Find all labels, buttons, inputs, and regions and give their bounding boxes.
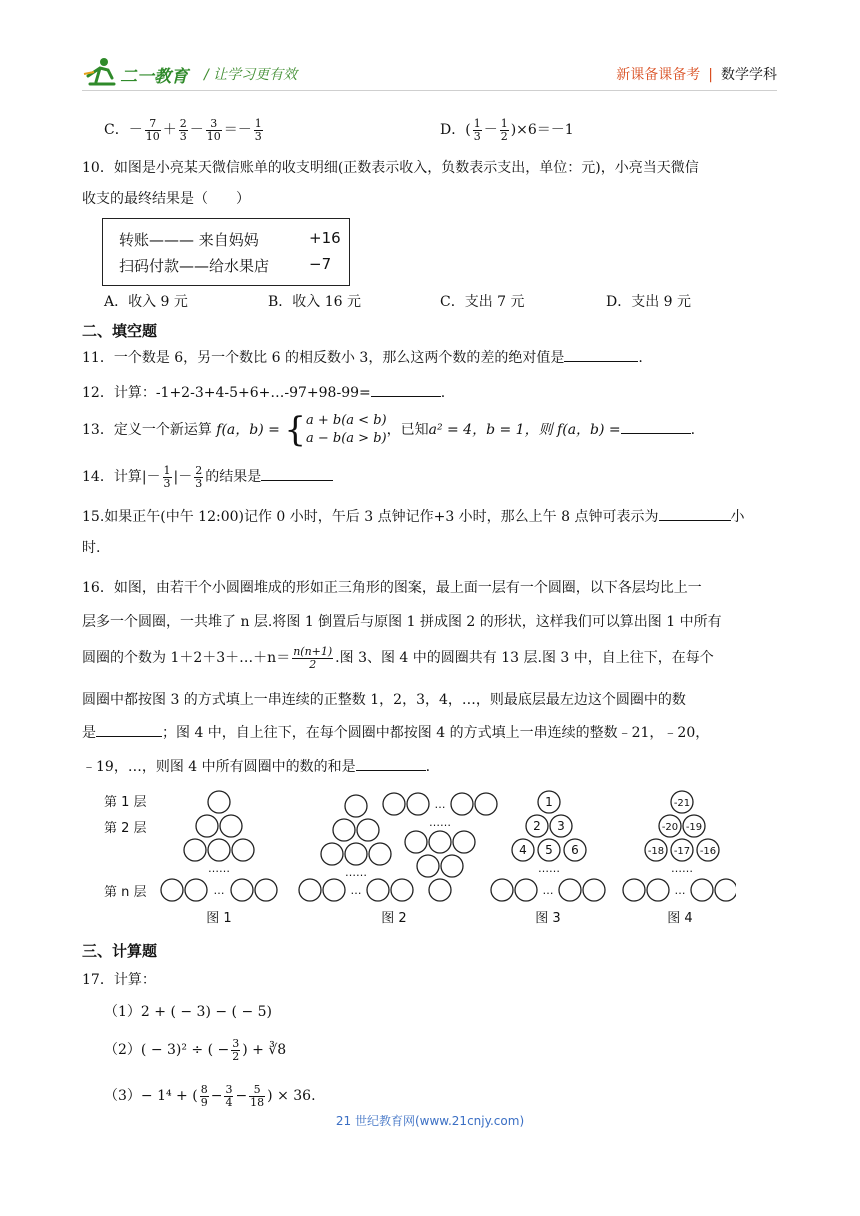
brace-icon: {	[284, 410, 306, 450]
fig3-number: 6	[571, 843, 579, 857]
layer-n-label: 第 n 层	[104, 885, 147, 900]
answer-blank[interactable]	[356, 756, 426, 771]
bill-row-payment: 扫码付款——给水果店 −7	[119, 255, 332, 275]
circle	[255, 879, 277, 901]
fig4-number: -21	[673, 798, 691, 809]
circle	[196, 815, 218, 837]
row-dots: ……	[429, 816, 451, 829]
figure-caption-4: 图 4	[667, 911, 693, 926]
fig4-number: -17	[673, 846, 691, 857]
logo-text: 二一教育	[120, 67, 188, 87]
circle	[369, 843, 391, 865]
section-calculation-heading: 三、计算题	[82, 942, 158, 960]
fig4-number: -20	[661, 822, 679, 833]
fraction: $\frac{2}{3}$	[179, 116, 187, 143]
header-right	[616, 64, 777, 84]
circle	[321, 843, 343, 865]
circle	[417, 855, 439, 877]
answer-blank[interactable]	[564, 347, 638, 362]
circle	[623, 879, 645, 901]
q17-part1: （1）2 + ( − 3) − ( − 5)	[104, 1004, 272, 1020]
circle	[405, 831, 427, 853]
figure-caption-1: 图 1	[206, 911, 232, 926]
circle	[220, 815, 242, 837]
header-course: 新课备课备考	[616, 67, 701, 83]
row-dots: ……	[671, 862, 693, 875]
circle	[647, 879, 669, 901]
q15-line2: 时.	[82, 540, 101, 556]
circle	[441, 855, 463, 877]
circle	[161, 879, 183, 901]
fraction: $\frac{3}{10}$	[206, 116, 221, 143]
wechat-bill-box	[102, 218, 350, 286]
q16-line1: 16．如图，由若干个小圆圈堆成的形如正三角形的图案，最上面一层有一个圆圈，以下各层均比上一	[82, 580, 702, 596]
figure-caption-2: 图 2	[381, 911, 407, 926]
circle	[491, 879, 513, 901]
answer-blank[interactable]	[261, 466, 333, 481]
answer-blank[interactable]	[621, 419, 691, 434]
answer-blank[interactable]	[96, 722, 162, 737]
circle	[208, 791, 230, 813]
layer-2-label: 第 2 层	[104, 821, 147, 836]
fraction: $\frac{1}{3}$	[473, 116, 481, 143]
circle	[559, 879, 581, 901]
circle-stack-figure	[96, 786, 736, 930]
q9-option-d: D．( $\frac{1}{3}$ － $\frac{1}{2}$ )×6＝－1	[440, 116, 574, 143]
figure-caption-3: 图 3	[535, 911, 561, 926]
q10-option-b: B．收入 16 元	[268, 294, 362, 310]
row-dots: …	[434, 798, 446, 811]
circle	[583, 879, 605, 901]
answer-blank[interactable]	[659, 506, 731, 521]
circle	[383, 793, 405, 815]
row-dots: ……	[538, 862, 560, 875]
fraction: $\frac{1}{3}$	[254, 116, 262, 143]
fraction: $\frac{1}{3}$	[163, 463, 171, 490]
fraction: $\frac{8}{9}$	[200, 1082, 208, 1109]
row-dots: …	[542, 884, 554, 897]
row-dots: …	[674, 884, 686, 897]
q16-line4: 圆圈中都按图 3 的方式填上一串连续的正整数 1，2，3，4，…，则最底层最左边这个圆圈中的数	[82, 692, 686, 708]
layer-1-label: 第 1 层	[104, 795, 147, 810]
circle	[407, 793, 429, 815]
fig4-number: -16	[699, 846, 717, 857]
circle	[231, 879, 253, 901]
circle	[333, 819, 355, 841]
fraction: $\frac{3}{2}$	[232, 1036, 240, 1063]
header-divider	[82, 90, 777, 91]
q15-line1: 15.如果正午(中午 12:00)记作 0 小时，午后 3 点钟记作+3 小时，那么上午 8 点钟可表示为 小	[82, 506, 745, 527]
logo-runner-icon	[82, 56, 122, 88]
q16-line5: 是 ；图 4 中，自上往下，在每个圆圈中都按图 4 的方式填上一串连续的整数﹣21，﹣20，	[82, 722, 709, 743]
q16-line3: 圆圈的个数为 1＋2＋3＋…＋n＝ $\frac{n(n+1)}{2}$ .图 3、图 4 中的圆圈共有 13 层.图 3 中，自上往下，在每个	[82, 644, 714, 671]
q12: 12．计算：-1+2-3+4-5+6+…-97+98-99= .	[82, 382, 445, 403]
circle	[323, 879, 345, 901]
circle	[691, 879, 713, 901]
circle	[299, 879, 321, 901]
circle	[367, 879, 389, 901]
header-subject: 数学学科	[721, 67, 777, 83]
q13: 13．定义一个新运算 f(a，b) = { a + b(a < b) a − b(a > b) ，已知a² = 4，b = 1，则 f(a，b) = .	[82, 410, 696, 450]
fig3-number: 1	[545, 795, 553, 809]
header	[82, 56, 777, 90]
row-dots: ……	[345, 866, 367, 879]
circle	[715, 879, 736, 901]
circle	[453, 831, 475, 853]
answer-blank[interactable]	[371, 382, 441, 397]
fig3-number: 2	[533, 819, 541, 833]
circle	[208, 839, 230, 861]
fraction: $\frac{1}{2}$	[500, 116, 508, 143]
circle	[184, 839, 206, 861]
fig4-number: -19	[685, 822, 703, 833]
circle	[475, 793, 497, 815]
circle	[345, 843, 367, 865]
circle	[185, 879, 207, 901]
fraction: $\frac{n(n+1)}{2}$	[293, 644, 333, 671]
fraction: $\frac{7}{10}$	[145, 116, 160, 143]
q10-stem-line1: 10．如图是小亮某天微信账单的收支明细(正数表示收入，负数表示支出，单位：元)，小亮当天微信	[82, 160, 699, 176]
q9-option-c: C．－ $\frac{7}{10}$ ＋ $\frac{2}{3}$ － $\frac{3}{10}$ ＝－ $\frac{1}{3}$	[104, 116, 262, 143]
circle	[391, 879, 413, 901]
circle	[345, 795, 367, 817]
q17-part3: （3）− 1⁴ + ( $\frac{8}{9}$ − $\frac{3}{4}$ − $\frac{5}{18}$ ) × 36.	[104, 1082, 316, 1109]
fraction: $\frac{2}{3}$	[195, 463, 203, 490]
row-dots: …	[213, 884, 225, 897]
fig3-number: 3	[557, 819, 565, 833]
q10-option-c: C．支出 7 元	[440, 294, 525, 310]
page-footer[interactable]: 21 世纪教育网(www.21cnjy.com)	[335, 1114, 525, 1128]
circle	[357, 819, 379, 841]
header-slogan: / 让学习更有效	[204, 67, 298, 83]
q16-line2: 层多一个圆圈，一共堆了 n 层.将图 1 倒置后与原图 1 拼成图 2 的形状，这样我们可以算出图 1 中所有	[82, 614, 722, 630]
section-fill-blank-heading: 二、填空题	[82, 322, 158, 340]
q14: 14．计算|－ $\frac{1}{3}$ |－ $\frac{2}{3}$ 的结果是	[82, 460, 333, 494]
circle	[515, 879, 537, 901]
q10-option-a: A．收入 9 元	[104, 294, 188, 310]
row-dots: ……	[208, 862, 230, 875]
fig3-number: 5	[545, 843, 553, 857]
fig4-number: -18	[647, 846, 665, 857]
circle	[429, 831, 451, 853]
q11: 11．一个数是 6，另一个数比 6 的相反数小 3，那么这两个数的差的绝对值是 .	[82, 347, 643, 368]
q10-option-d: D．支出 9 元	[606, 294, 692, 310]
q17-part2: （2）( − 3)² ÷ ( − $\frac{3}{2}$ ) + ∛8	[104, 1036, 287, 1063]
fraction: $\frac{3}{4}$	[225, 1082, 233, 1109]
q17-title: 17．计算：	[82, 972, 156, 988]
row-dots: …	[350, 884, 362, 897]
circle	[451, 793, 473, 815]
circle	[429, 879, 451, 901]
header-separator: |	[708, 67, 713, 83]
fig3-number: 4	[519, 843, 527, 857]
bill-row-transfer: 转账——— 来自妈妈 +16	[119, 229, 341, 249]
fraction: $\frac{5}{18}$	[250, 1082, 265, 1109]
circle	[232, 839, 254, 861]
q16-line6: ﹣19，…，则图 4 中所有圆圈中的数的和是 .	[82, 756, 430, 777]
q10-stem-line2: 收支的最终结果是（ ）	[82, 191, 250, 207]
